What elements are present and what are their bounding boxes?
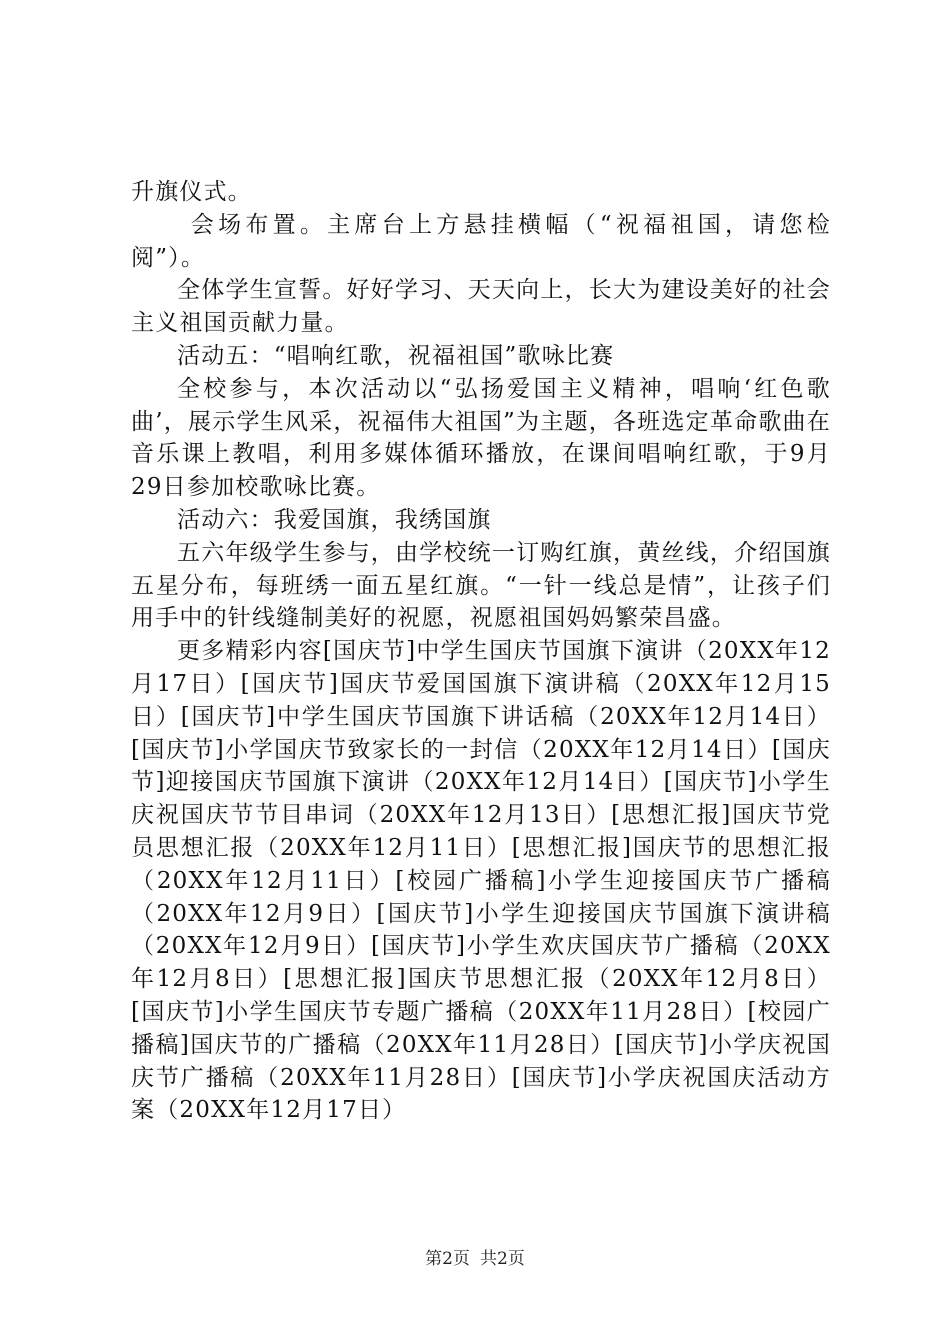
paragraph-student-oath: 全体学生宣誓。好好学习、天天向上，长大为建设美好的社会主义祖国贡献力量。 [131,277,831,337]
paragraph-activity-five: 全校参与，本次活动以“弘扬爱国主义精神，唱响‘红色歌曲’，展示学生风采，祝福伟大祖国”为主题，各班选定革命歌曲在音乐课上教唱，利用多媒体循环播放，在课间唱响红歌，于9月29日参加校歌咏比赛。 [131,375,831,501]
paragraph-ceremony: 升旗仪式。 [131,179,252,205]
page-number: 第2页 [425,1249,470,1269]
page-footer [0,1244,950,1269]
heading-activity-six: 活动六：我爱国旗，我绣国旗 [177,506,492,533]
page-total: 共2页 [480,1249,525,1269]
heading-activity-five: 活动五：“唱响红歌，祝福祖国”歌咏比赛 [177,342,615,369]
paragraph-related-content: 更多精彩内容[国庆节]中学生国庆节国旗下演讲（20XX年12月17日）[国庆节]国庆节爱国国旗下演讲稿（20XX年12月15日）[国庆节]中学生国庆节国旗下讲话稿（20XX年12月14日）[国庆节]小学国庆节致家长的一封信（20XX年12月14日）[国庆节]迎接国庆节国旗下演讲（20XX年12月14日）[国庆节]小学生庆祝国庆节节目串词（20XX年12月13日）[思想汇报]国庆节党员思想汇报（20XX年12月11日）[思想汇报]国庆节的思想汇报（20XX年12月11日）[校园广播稿]小学生迎接国庆节广播稿（20XX年12月9日）[国庆节]小学生迎接国庆节国旗下演讲稿（20XX年12月9日）[国庆节]小学生欢庆国庆节广播稿（20XX年12月8日）[思想汇报]国庆节思想汇报（20XX年12月8日）[国庆节]小学生国庆节专题广播稿（20XX年11月28日）[校园广播稿]国庆节的广播稿（20XX年11月28日）[国庆节]小学庆祝国庆节广播稿（20XX年11月28日）[国庆节]小学庆祝国庆活动方案（20XX年12月17日） [131,638,831,1124]
paragraph-activity-six: 五六年级学生参与，由学校统一订购红旗，黄丝线，介绍国旗五星分布，每班绣一面五星红旗。“一针一线总是情”，让孩子们用手中的针线缝制美好的祝愿，祝愿祖国妈妈繁荣昌盛。 [131,539,831,632]
paragraph-venue-setup: 会场布置。主席台上方悬挂横幅（“祝福祖国，请您检阅”）。 [131,211,831,271]
document-body [131,176,831,1127]
